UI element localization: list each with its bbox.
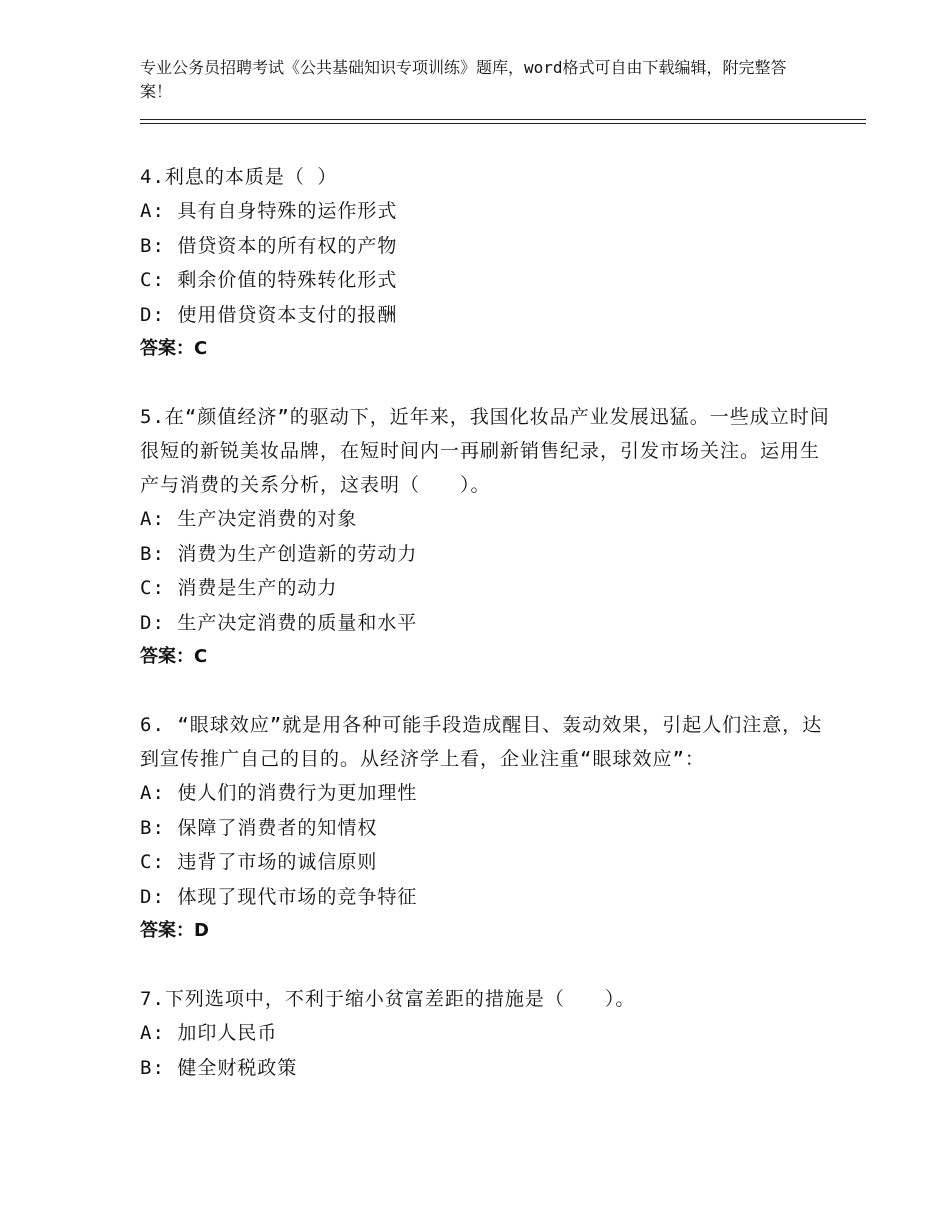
document-header bbox=[140, 56, 800, 104]
header-divider-bottom bbox=[140, 123, 866, 124]
option-a: A: 加印人民币 bbox=[140, 1022, 278, 1044]
option-b: B: 消费为生产创造新的劳动力 bbox=[140, 542, 418, 565]
option-d: D: 体现了现代市场的竞争特征 bbox=[140, 885, 418, 908]
question-7 bbox=[140, 982, 830, 1085]
question-6 bbox=[140, 708, 830, 948]
option-a: A: 生产决定消费的对象 bbox=[140, 508, 358, 530]
option-b: B: 保障了消费者的知情权 bbox=[140, 816, 378, 839]
answer-label: 答案：D bbox=[140, 920, 209, 941]
question-4 bbox=[140, 160, 830, 366]
answer-label: 答案：C bbox=[140, 338, 208, 359]
option-b: B: 借贷资本的所有权的产物 bbox=[140, 234, 398, 257]
option-d: D: 生产决定消费的质量和水平 bbox=[140, 611, 418, 634]
header-divider-top bbox=[140, 119, 866, 120]
option-c: C: 消费是生产的动力 bbox=[140, 577, 338, 599]
answer-label: 答案：C bbox=[140, 646, 208, 667]
option-a: A: 具有自身特殊的运作形式 bbox=[140, 200, 398, 222]
question-stem: 7.下列选项中，不利于缩小贫富差距的措施是（ ）。 bbox=[140, 988, 636, 1010]
question-stem: 6. “眼球效应”就是用各种可能手段造成醒目、轰动效果，引起人们注意，达到宣传推广自己的目的。从经济学上看，企业注重“眼球效应”： bbox=[140, 714, 823, 770]
option-c: C: 违背了市场的诚信原则 bbox=[140, 851, 378, 873]
option-c: C: 剩余价值的特殊转化形式 bbox=[140, 269, 398, 291]
option-a: A: 使人们的消费行为更加理性 bbox=[140, 782, 418, 804]
question-stem: 5.在“颜值经济”的驱动下，近年来，我国化妆品产业发展迅猛。一些成立时间很短的新锐美妆品牌，在短时间内一再刷新销售纪录，引发市场关注。运用生产与消费的关系分析，这表明（ ）。 bbox=[140, 406, 830, 496]
question-list bbox=[140, 160, 830, 1119]
header-intro-text: 专业公务员招聘考试《公共基础知识专项训练》题库，word格式可自由下载编辑，附完整答案！ bbox=[140, 58, 787, 101]
question-5 bbox=[140, 400, 830, 674]
option-b: B: 健全财税政策 bbox=[140, 1056, 298, 1079]
question-stem: 4.利息的本质是（ ） bbox=[140, 166, 338, 188]
option-d: D: 使用借贷资本支付的报酬 bbox=[140, 303, 398, 326]
